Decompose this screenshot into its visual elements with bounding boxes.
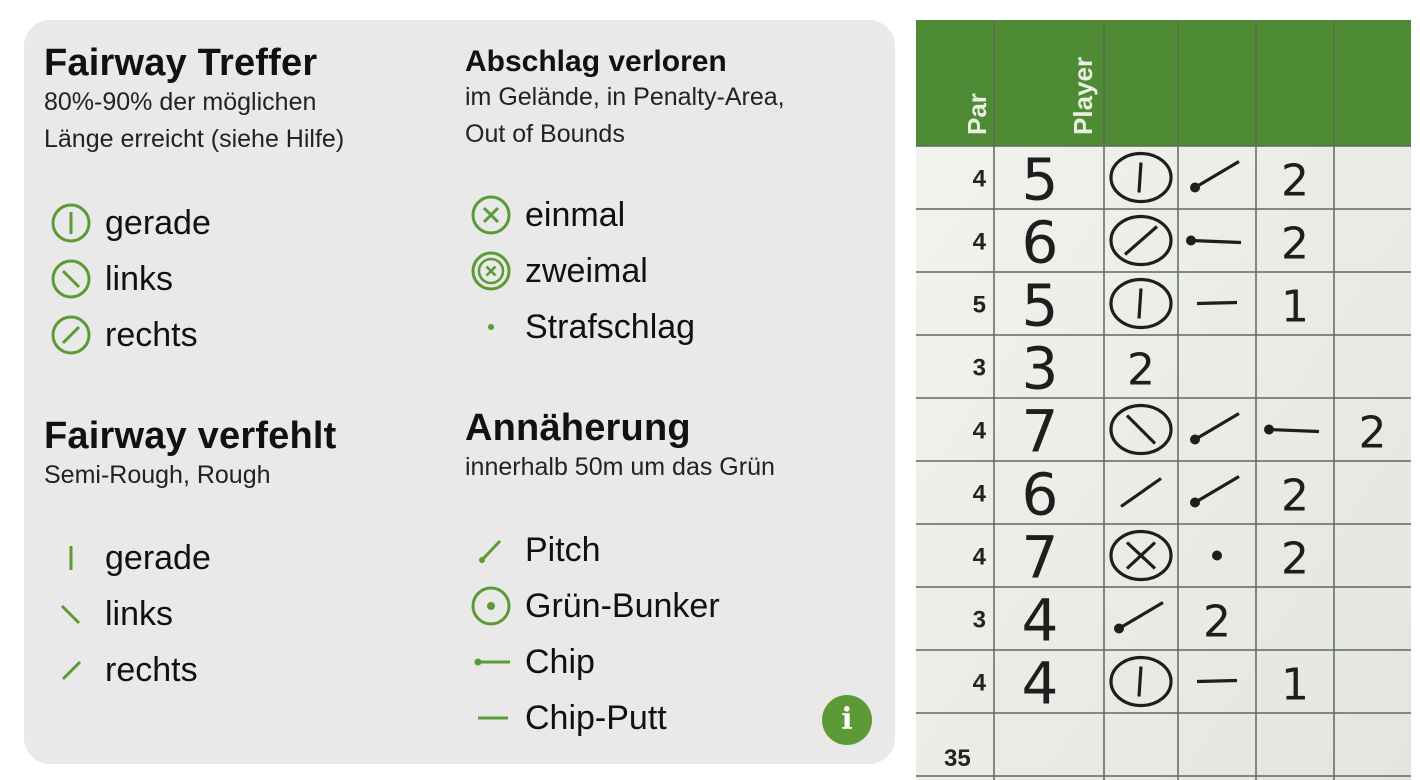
mark-line: [1139, 289, 1141, 319]
header-player: Player: [1068, 56, 1098, 135]
row-par: 4: [972, 228, 986, 256]
dash-line-icon: [470, 695, 516, 741]
row-score: 6: [1021, 460, 1059, 529]
row-score: 3: [1021, 334, 1059, 403]
legend-item-fairway-missed-right: [50, 647, 430, 693]
mark-number: 2: [1281, 218, 1309, 270]
approach-subtitle-line-1: innerhalb 50m um das Grün: [465, 453, 775, 481]
info-icon: i: [841, 702, 853, 737]
row-par: 4: [972, 543, 986, 571]
vertical-line-icon: [50, 535, 96, 581]
mark-line: [1139, 163, 1141, 193]
legend-item-label: rechts: [105, 316, 198, 354]
row-score: 7: [1021, 523, 1059, 592]
mark-dot: [1212, 551, 1222, 561]
tee-lost-subtitle-line-1: im Gelände, in Penalty-Area,: [465, 83, 785, 111]
legend-item-label: Chip: [525, 643, 595, 681]
row-par: 3: [972, 606, 986, 634]
header-par: Par: [962, 93, 992, 135]
dot-icon: [470, 304, 516, 350]
fairway-hit-title: Fairway Treffer: [44, 42, 318, 84]
legend-item-tee-lost-twice: [470, 248, 850, 294]
scorecard-svg: [916, 20, 1411, 780]
mark-chip: [1269, 430, 1319, 432]
mark-number: 2: [1281, 533, 1309, 585]
legend-item-label: Strafschlag: [525, 308, 696, 346]
mark-dash: [1197, 303, 1237, 304]
row-par: 4: [972, 417, 986, 445]
mark-number: 2: [1281, 470, 1309, 522]
legend-item-label: gerade: [105, 539, 211, 577]
row-par: 3: [972, 354, 986, 382]
mark-chip-dot: [1264, 425, 1274, 435]
row-par: 4: [972, 165, 986, 193]
legend-item-label: rechts: [105, 651, 198, 689]
legend-item-label: einmal: [525, 196, 626, 234]
legend-item-label: Chip-Putt: [525, 699, 667, 737]
row-par: 4: [972, 669, 986, 697]
legend-item-fairway-missed-straight: [50, 535, 430, 581]
fairway-hit-subtitle: [44, 84, 444, 158]
fairway-hit-subtitle-line-2: Länge erreicht (siehe Hilfe): [44, 125, 345, 153]
circle-vertical-line-icon: [50, 200, 96, 246]
legend-item-label: links: [105, 595, 174, 633]
row-score: 6: [1021, 208, 1059, 277]
legend-item-penalty-stroke: [470, 304, 850, 350]
row-score: 4: [1021, 649, 1059, 718]
legend-item-tee-lost-once: [470, 192, 850, 238]
row-par: 4: [972, 480, 986, 508]
legend-item-fairway-hit-straight: [50, 200, 430, 246]
mark-pitch-dot: [1190, 435, 1200, 445]
legend-item-fairway-hit-right: [50, 312, 430, 358]
legend-panel: [24, 20, 895, 764]
fairway-missed-subtitle: [44, 457, 444, 494]
circle-slash-icon: [50, 312, 96, 358]
legend-item-label: links: [105, 260, 174, 298]
legend-item-chip-putt: [470, 695, 853, 741]
mark-chip-dot: [1186, 236, 1196, 246]
mark-pitch-dot: [1114, 624, 1124, 634]
scorecard-photo: [916, 20, 1411, 780]
backslash-line-icon: [50, 591, 96, 637]
legend-item-label: zweimal: [525, 252, 648, 290]
tee-lost-title: Abschlag verloren: [465, 45, 727, 78]
row-par: 5: [972, 291, 986, 319]
approach-section: [465, 407, 885, 486]
tee-lost-subtitle: [465, 79, 885, 153]
row-score: 4: [1021, 586, 1059, 655]
approach-title: Annäherung: [465, 407, 691, 449]
mark-number: 2: [1281, 155, 1309, 207]
legend-item-label: Grün-Bunker: [525, 587, 720, 625]
mark-pitch-dot: [1190, 183, 1200, 193]
mark-number: 1: [1281, 281, 1309, 333]
info-button[interactable]: [822, 695, 872, 745]
mark-line: [1139, 667, 1141, 697]
legend-item-fairway-missed-left: [50, 591, 430, 637]
fairway-hit-section: [44, 42, 444, 158]
double-circle-x-icon: [470, 248, 516, 294]
legend-item-green-bunker: [470, 583, 850, 629]
legend-item-label: Pitch: [525, 531, 601, 569]
chip-stroke-icon: [470, 639, 516, 685]
legend-item-fairway-hit-left: [50, 256, 430, 302]
circle-backslash-icon: [50, 256, 96, 302]
approach-subtitle: [465, 449, 885, 486]
mark-dash: [1197, 681, 1237, 682]
fairway-hit-subtitle-line-1: 80%-90% der möglichen: [44, 88, 317, 116]
legend-item-label: gerade: [105, 204, 211, 242]
tee-lost-subtitle-line-2: Out of Bounds: [465, 120, 625, 148]
fairway-missed-section: [44, 415, 444, 494]
legend-item-pitch: [470, 527, 850, 573]
slash-line-icon: [50, 647, 96, 693]
mark-number: 2: [1203, 596, 1231, 648]
legend-item-chip: [470, 639, 850, 685]
circle-dot-icon: [470, 583, 516, 629]
fairway-missed-title: Fairway verfehlt: [44, 415, 337, 457]
mark-pitch-dot: [1190, 498, 1200, 508]
row-score: 5: [1021, 145, 1059, 214]
tee-lost-section: [465, 45, 885, 153]
mark-chip: [1191, 241, 1241, 243]
mark-number: 1: [1281, 659, 1309, 711]
scorecard-total: 35: [944, 745, 971, 772]
mark-number: 2: [1127, 344, 1155, 396]
mark-number: 2: [1358, 407, 1387, 459]
circle-x-icon: [470, 192, 516, 238]
fairway-missed-subtitle-line-1: Semi-Rough, Rough: [44, 461, 271, 489]
row-score: 7: [1021, 397, 1059, 466]
row-score: 5: [1021, 271, 1059, 340]
pitch-stroke-icon: [470, 527, 516, 573]
